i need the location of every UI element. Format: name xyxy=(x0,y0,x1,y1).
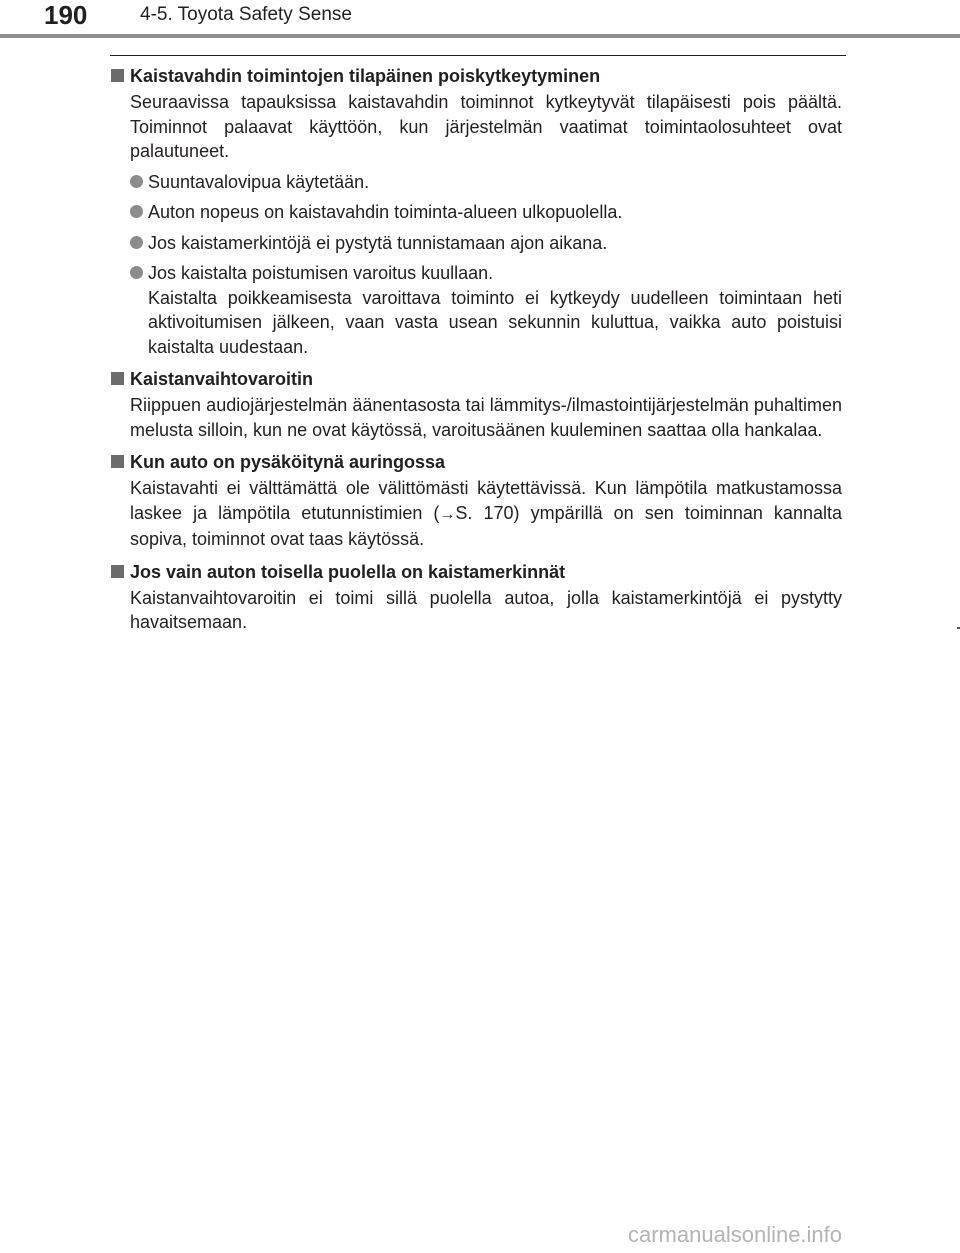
section-paragraph xyxy=(130,476,842,552)
list-item xyxy=(130,170,842,195)
page-reference-link[interactable]: S. 170 xyxy=(455,502,514,523)
heading-text: Jos vain auton toisella puolella on kaistamerkinnät xyxy=(130,561,566,582)
round-bullet-icon xyxy=(130,175,143,188)
watermark: carmanualsonline.info xyxy=(628,1222,843,1247)
header-divider xyxy=(0,34,960,38)
section-one-side-markings xyxy=(110,560,842,635)
list-item-text: Auton nopeus on kaistavahdin toiminta-alueen ulkopuolella. xyxy=(148,202,623,222)
section-parked-in-sun xyxy=(110,450,842,552)
paragraph-text: ) ympärillä on sen toiminnan kannalta sopiva, toiminnot ovat taas käytössä. xyxy=(130,502,842,549)
square-bullet-icon xyxy=(111,69,124,82)
square-bullet-icon xyxy=(111,372,124,385)
page-header xyxy=(0,0,960,40)
section-heading xyxy=(110,367,842,391)
square-bullet-icon xyxy=(111,455,124,468)
list-item-text: Suuntavalovipua käytetään. xyxy=(148,171,370,192)
heading-text: Kaistanvaihtovaroitin xyxy=(130,369,314,389)
section-lane-change-warning xyxy=(110,367,842,442)
list-item-detail: Kaistalta poikkeamisesta varoittava toiminto ei kytkeydy uudelleen toimintaan heti aktivoitumisen jälkeen, vaan vasta usean sekunnin kuluttua, vaikka auto poistuisi kaistalta uudestaan. xyxy=(148,287,842,357)
arrow-right-icon: → xyxy=(439,505,456,523)
page-content xyxy=(110,64,842,643)
list-item-text: Jos kaistalta poistumisen varoitus kuullaan. xyxy=(148,263,494,283)
paragraph-text: Kaistavahti ei välttämättä ole välittömästi käytettävissä. Kun lämpötila matkustamossa laskee ja lämpötila etutunnistimien ( xyxy=(130,478,842,523)
round-bullet-icon xyxy=(130,236,143,249)
bullet-list xyxy=(130,170,842,360)
section-heading xyxy=(110,64,842,88)
heading-text: Kun auto on pysäköitynä auringossa xyxy=(130,452,446,472)
heading-text: Kaistavahdin toimintojen tilapäinen poiskytkeytyminen xyxy=(130,66,601,86)
list-item xyxy=(130,231,842,256)
section-paragraph: Riippuen audiojärjestelmän äänentasosta tai lämmitys-/ilmastointijärjestelmän puhaltimen melusta silloin, kun ne ovat käytössä, varoitusäänen kuuleminen saattaa olla hankalaa. xyxy=(130,395,842,440)
section-heading xyxy=(110,450,842,474)
section-temporary-deactivation xyxy=(110,64,842,359)
section-title: 4-5. Toyota Safety Sense xyxy=(140,4,352,25)
section-paragraph: Kaistanvaihtovaroitin ei toimi sillä puolella autoa, jolla kaistamerkintöjä ei pystytty havaitsemaan. xyxy=(130,587,842,632)
section-heading xyxy=(110,560,842,584)
square-bullet-icon xyxy=(111,565,124,578)
section-paragraph: Seuraavissa tapauksissa kaistavahdin toiminnot kytkeytyvät tilapäisesti pois päältä. Toiminnot palaavat käyttöön, kun järjestelmän vaatimat toimintaolosuhteet ovat palautuneet. xyxy=(130,92,842,161)
round-bullet-icon xyxy=(130,266,143,279)
list-item xyxy=(130,261,842,359)
content-divider xyxy=(110,55,846,56)
list-item-text: Jos kaistamerkintöjä ei pystytä tunnistamaan ajon aikana. xyxy=(148,232,608,253)
page-number: 190 xyxy=(44,0,88,30)
list-item xyxy=(130,200,842,225)
round-bullet-icon xyxy=(130,205,143,218)
